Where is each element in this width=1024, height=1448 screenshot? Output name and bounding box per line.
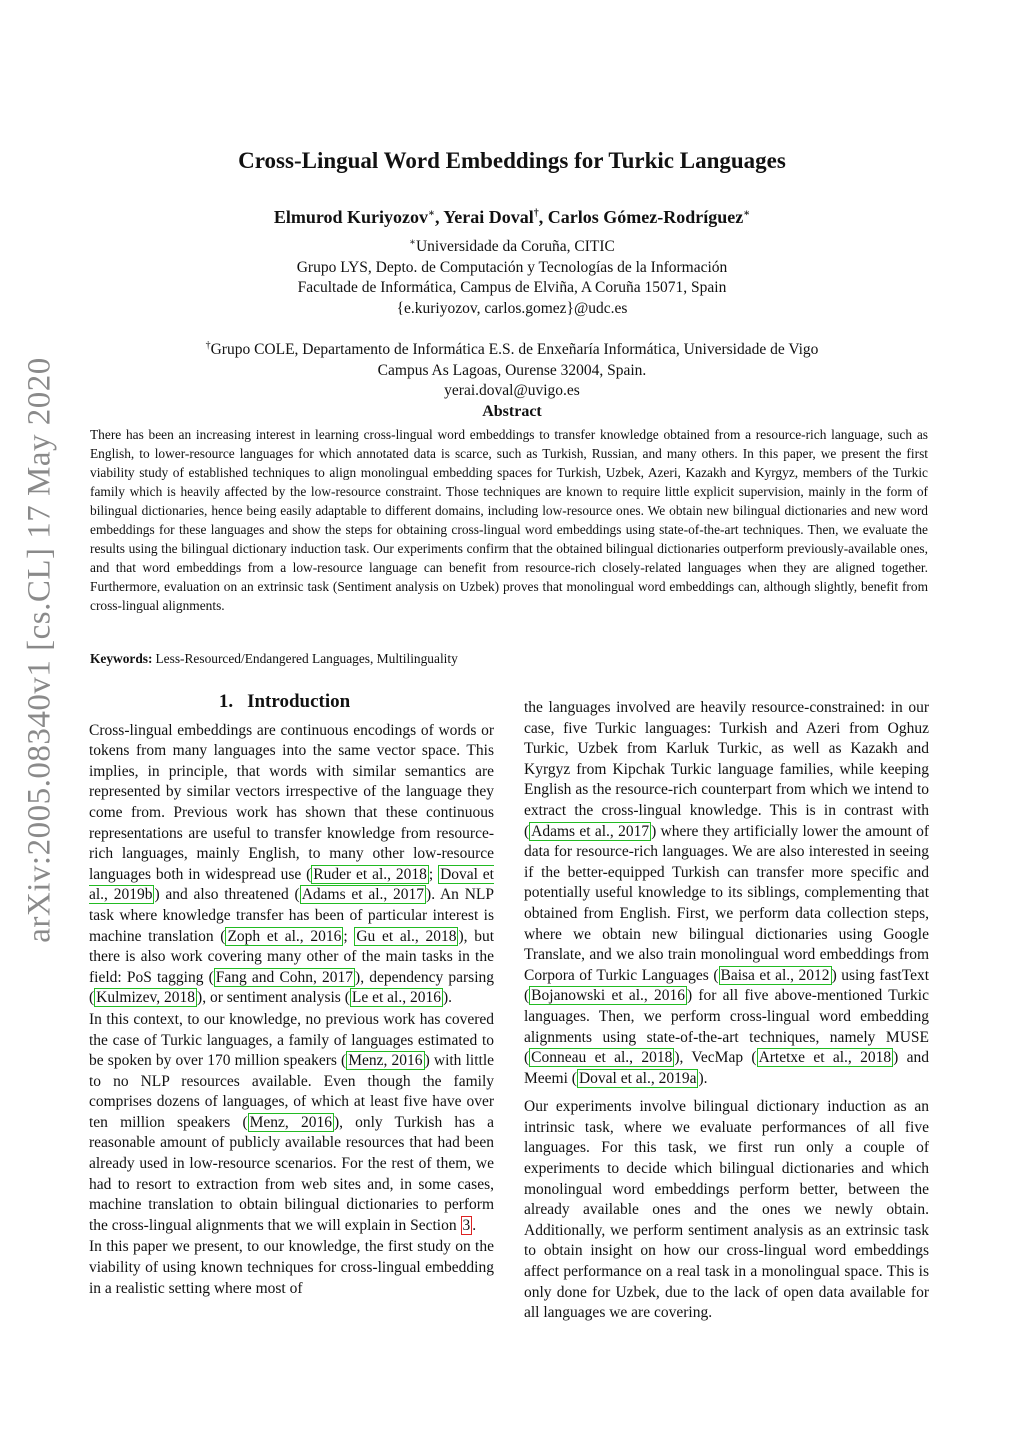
- citation-link[interactable]: Zoph et al., 2016: [227, 927, 342, 945]
- keywords-line: [90, 651, 458, 667]
- abstract-heading: Abstract: [482, 403, 542, 420]
- citation-link[interactable]: Doval et al., 2019b: [89, 865, 494, 904]
- abstract-body: There has been an increasing interest in learning cross-lingual word embeddings to transfer knowledge obtained from a resource-rich language, such as English, to lower-resource languages for which annotated data is scarce, such as Turkish, Russian, and many others. In this paper, we present the first viability study of established techniques to align monolingual embedding spaces for Turkish, Uzbek, Azeri, Kazakh and Kyrgyz, members of the Turkic family which is heavily affected by the low-resource constraint. Those techniques are known to require little explicit supervision, mainly in the form of bilingual dictionaries, hence being easily adaptable to different domains, including low-resource ones. We obtain new bilingual dictionaries and new word embeddings for these languages and show the steps for obtaining cross-lingual word embeddings using state-of-the-art techniques. Then, we evaluate the results using the bilingual dictionary induction task. Our experiments confirm that the obtained bilingual dictionaries outperform previously-available ones, and that word embeddings from a low-resource language can benefit from resource-rich closely-related languages when they are aligned together. Furthermore, evaluation on an extrinsic task (Sentiment analysis on Uzbek) proves that monolingual word embeddings can, although slightly, benefit from cross-lingual alignments.: [90, 427, 928, 613]
- affiliation-line: Campus As Lagoas, Ourense 32004, Spain.: [377, 361, 647, 379]
- citation-link[interactable]: Menz, 2016: [348, 1052, 423, 1070]
- keywords-label: Keywords:: [90, 651, 153, 666]
- email-line: {e.kuriyozov, carlos.gomez}@udc.es: [396, 299, 628, 317]
- affiliation-line: Grupo LYS, Depto. de Computación y Tecnologías de la Información: [296, 258, 728, 276]
- affiliation-mark: †: [533, 208, 539, 219]
- paragraph: In this paper we present, to our knowledge, the first study on the viability of using known techniques for cross-lingual embedding in a realistic setting where most of: [89, 1238, 494, 1297]
- section-number: 1.: [218, 691, 234, 712]
- paragraph: Cross-lingual embeddings are continuous encodings of words or tokens from many languages into the same vector space. This implies, in principle, that words with similar semantics are represented by similar vectors irrespective of the language they come from. Previous work has shown that these continuous representations are useful to transfer knowledge from resource-rich languages, mainly English, to many other low-resource languages both in widespread use ( Ruder et al., 2018 ; Doval et al., 2019b ) and also threatened ( Adams et al., 2017 ). An NLP task where knowledge transfer has been of particular interest is machine translation ( Zoph et al., 2016 ; Gu et al., 2018 ), but there is also work covering many other of the main tasks in the field: PoS tagging ( Fang and Cohn, 2017 ), dependency parsing ( Kulmizev, 2018 ), or sentiment analysis ( Le et al., 2016 ).: [89, 721, 495, 1007]
- citation-link[interactable]: Ruder et al., 2018: [313, 865, 427, 883]
- author-name: Elmurod Kuriyozov: [273, 207, 429, 227]
- author-name: Carlos Gómez-Rodríguez: [547, 207, 744, 227]
- citation-link[interactable]: Gu et al., 2018: [356, 927, 457, 945]
- paragraph: the languages involved are heavily resource-constrained: in our case, five Turkic languages: Turkish and Azeri from Oghuz Turkic, Uzbek from Karluk Turkic, as well as Kazakh and Kyrgyz from Kipchak Turkic language families, while keeping English as the resource-rich counterpart from which we intend to extract the cross-lingual knowledge. This is in contrast with ( Adams et al., 2017 ) where they artificially lower the amount of data for resource-rich languages. We are also interested in seeing if the better-equipped Turkish can transfer more specific and potentially useful knowledge to its siblings, complementing that obtained from English. First, we perform data collection steps, where we obtain new bilingual dictionaries using Google Translate, and we also train monolingual word embeddings from Corpora of Turkic Languages ( Baisa et al., 2012 ) using fastText ( Bojanowski et al., 2016 ) for all five above-mentioned Turkic languages. Then, we perform cross-lingual word embedding alignments using state-of-the-art techniques, namely MUSE ( Conneau et al., 2018 ), VecMap ( Artetxe et al., 2018 ) and Meemi ( Doval et al., 2019a ).: [524, 699, 930, 1087]
- section-heading: [89, 692, 494, 713]
- affiliation-line: Grupo COLE, Departamento de Informática E.S. de Enxeñaría Informática, Universidade de Vigo: [210, 341, 819, 359]
- citation-link[interactable]: Doval et al., 2019a: [578, 1069, 697, 1087]
- keywords-text: Less-Resourced/Endangered Languages, Multilinguality: [155, 651, 458, 666]
- citation-link[interactable]: Conneau et al., 2018: [531, 1049, 673, 1067]
- citation-link[interactable]: Bojanowski et al., 2016: [531, 987, 685, 1005]
- paper-title: Cross-Lingual Word Embeddings for Turkic Languages: [238, 148, 786, 173]
- section-title: Introduction: [247, 691, 351, 712]
- citation-link[interactable]: Adams et al., 2017: [531, 822, 650, 840]
- right-column: [524, 698, 929, 1324]
- arxiv-id-text: arXiv:2005.08340v1 [cs.CL] 17 May 2020: [21, 357, 58, 943]
- affiliation-mark: ∗: [409, 237, 416, 248]
- affiliation-mark: ∗: [743, 208, 751, 219]
- citation-link[interactable]: Adams et al., 2017: [301, 886, 425, 904]
- paragraph: Our experiments involve bilingual dictionary induction as an intrinsic task, where we evaluate performances of all five languages. For this task, we first run only a couple of experiments to decide which bilingual dictionaries and which monolingual word embeddings perform better, between the already available ones and the ones we newly obtain. Additionally, we perform sentiment analysis as an extrinsic task to obtain insight on how our cross-lingual word embeddings affect performance on a real task in a monolingual space. This is only done for Uzbek, due to the lack of open data available for all languages we are covering.: [524, 1098, 929, 1322]
- affiliation-line: Facultade de Informática, Campus de Elviña, A Coruña 15071, Spain: [297, 279, 727, 297]
- citation-link[interactable]: Le et al., 2016: [351, 989, 441, 1007]
- paragraph: In this context, to our knowledge, no previous work has covered the case of Turkic languages, a family of languages estimated to be spoken by over 170 million speakers ( Menz, 2016 ) with little to no NLP resources available. Even though the family comprises dozens of languages, of which at least five have over ten million speakers ( Menz, 2016 ), only Turkish has a reasonable amount of publicly available resources that had been already used in low-resource scenarios. For the rest of them, we had to resort to extraction from web sites and, in some cases, machine translation to obtain bilingual dictionaries to perform the cross-lingual alignments that we will explain in Section 3 .: [89, 1010, 495, 1234]
- affiliation-block-2: [0, 336, 1024, 402]
- affiliation-mark: ∗: [428, 208, 435, 219]
- affiliation-line: Universidade da Coruña, CITIC: [415, 238, 615, 256]
- affiliation-mark: †: [205, 340, 211, 351]
- affiliation-block-1: [0, 233, 1024, 319]
- left-column: [89, 692, 494, 1299]
- citation-link[interactable]: Artetxe et al., 2018: [758, 1049, 892, 1067]
- author-name: Yerai Doval: [443, 207, 534, 227]
- citation-link[interactable]: Kulmizev, 2018: [96, 989, 196, 1007]
- citation-link[interactable]: Baisa et al., 2012: [720, 966, 830, 984]
- citation-link[interactable]: Fang and Cohn, 2017: [215, 968, 354, 986]
- author-list: Elmurod Kuriyozov∗, Yerai Doval†, Carlos Gómez-Rodríguez∗: [273, 207, 751, 227]
- email-line: yerai.doval@uvigo.es: [444, 382, 580, 400]
- citation-link[interactable]: Menz, 2016: [249, 1113, 332, 1131]
- section-reference-link[interactable]: 3: [462, 1216, 471, 1234]
